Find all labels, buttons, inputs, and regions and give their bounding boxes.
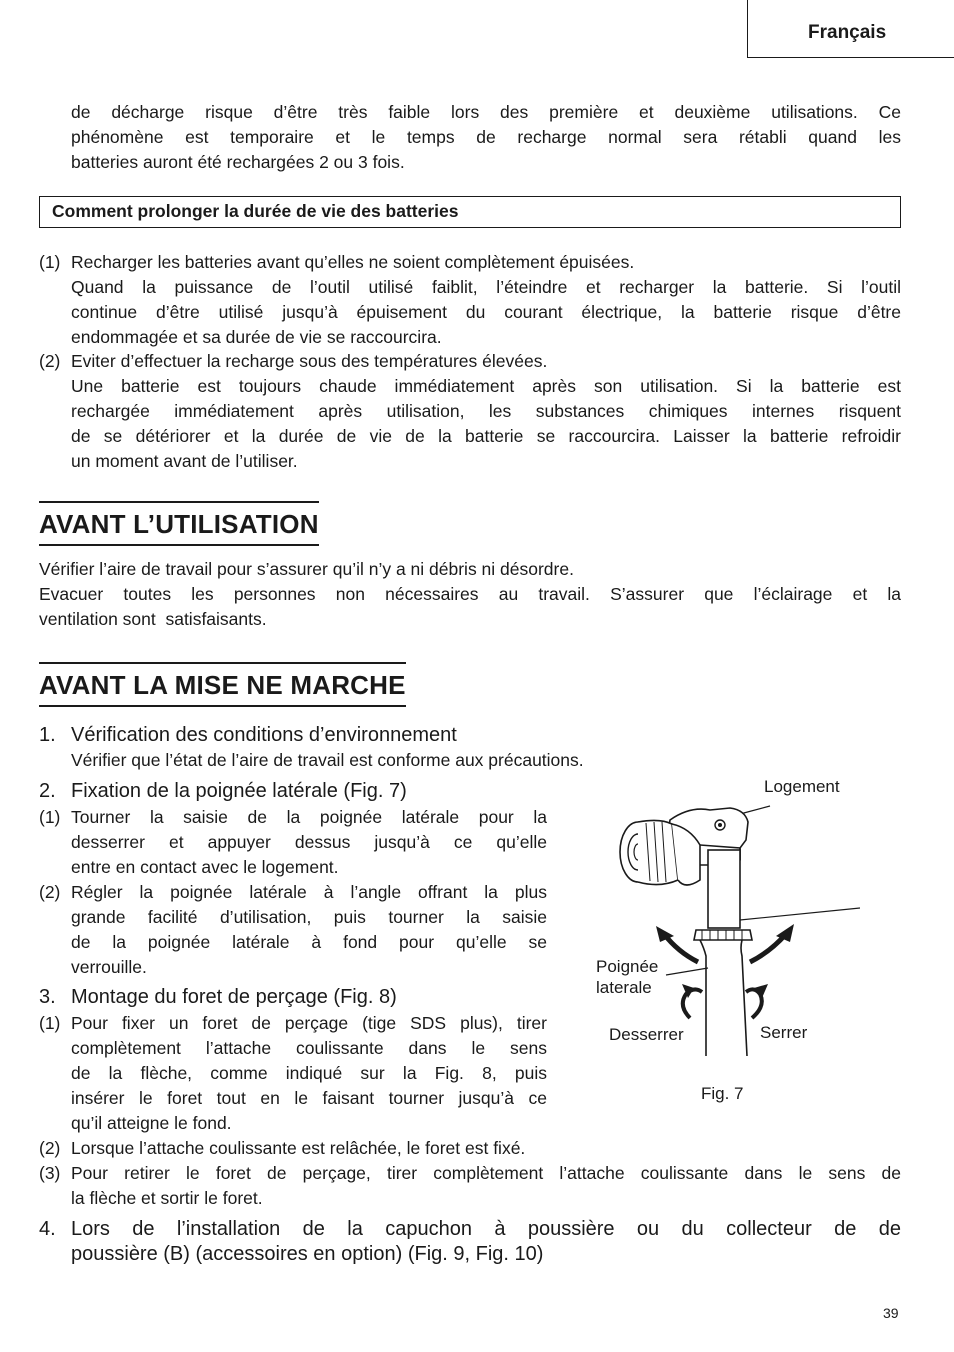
item-number: (3) xyxy=(39,1163,61,1183)
before-start-heading: AVANT LA MISE NE MARCHE xyxy=(39,662,406,707)
item-line: Pour fixer un foret de perçage (tige SDS plus), tirer xyxy=(71,1013,547,1033)
tool-barrel xyxy=(708,850,740,928)
paragraph-line: ventilation sont satisfaisants. xyxy=(39,609,267,629)
item-line: Une batterie est toujours chaude immédiatement après son utilisation. Si la batterie est xyxy=(71,376,901,396)
item-number: (1) xyxy=(39,1013,61,1033)
item-line: Tourner la saisie de la poignée latérale pour la xyxy=(71,807,547,827)
item-line: grande facilité d’utilisation, puis tourner la saisie xyxy=(71,907,547,927)
handle-collar xyxy=(694,930,752,940)
item-line: entre en contact avec le logement. xyxy=(71,857,339,877)
item-line: Lorsque l’attache coulissante est relâchée, le foret est fixé. xyxy=(71,1138,526,1158)
step-line: Lors de l’installation de la capuchon à poussière ou du collecteur de de xyxy=(71,1218,901,1240)
item-line: un moment avant de l’utiliser. xyxy=(71,451,298,471)
paragraph-line: Vérifier l’aire de travail pour s’assurer qu’il n’y a ni débris ni désordre. xyxy=(39,559,574,579)
item-number: (2) xyxy=(39,882,61,902)
item-text xyxy=(71,250,901,350)
item-number: (1) xyxy=(39,807,61,827)
side-handle-label-line: laterale xyxy=(596,978,652,997)
item-number: (1) xyxy=(39,252,61,272)
item-line: complètement l’attache coulissante dans le sens xyxy=(71,1038,547,1058)
item-text xyxy=(71,1011,547,1136)
figure-caption: Fig. 7 xyxy=(701,1084,744,1103)
item-number: (2) xyxy=(39,1138,61,1158)
step-title: Vérification des conditions d’environnement xyxy=(71,724,457,746)
step-line: poussière (B) (accessoires en option) (Fig. 9, Fig. 10) xyxy=(71,1243,544,1265)
side-handle-label-line: Poignée xyxy=(596,957,659,976)
housing-label: Logement xyxy=(764,777,840,796)
item-text xyxy=(71,880,547,980)
battery-section-heading: Comment prolonger la durée de vie des batteries xyxy=(52,201,459,221)
tighten-label: Serrer xyxy=(760,1023,808,1042)
intro-paragraph xyxy=(71,100,901,175)
item-line: Recharger les batteries avant qu’elles ne soient complètement épuisées. xyxy=(71,252,635,272)
battery-section-heading-box xyxy=(39,196,901,228)
intro-line: de décharge risque d’être très faible lors des première et deuxième utilisations. Ce xyxy=(71,102,901,122)
page-number: 39 xyxy=(883,1305,899,1321)
step-1-text: Vérifier que l’état de l’aire de travail est conforme aux précautions. xyxy=(71,750,584,770)
item-line: Eviter d’effectuer la recharge sous des températures élevées. xyxy=(71,351,548,371)
tighten-arrow-top xyxy=(750,934,786,962)
side-handle-label xyxy=(596,956,658,998)
item-line: de la flèche, comme indiqué sur la Fig. 8, puis xyxy=(71,1063,547,1083)
before-use-paragraph xyxy=(39,557,901,632)
loosen-arrow-top xyxy=(664,934,698,962)
item-line: Régler la poignée latérale à l’angle offrant la plus xyxy=(71,882,547,902)
item-text xyxy=(71,1136,901,1161)
item-line: qu’il atteigne le fond. xyxy=(71,1113,232,1133)
housing-leader-line xyxy=(740,806,770,814)
item-number: (2) xyxy=(39,351,61,371)
loosen-arrow-bottom xyxy=(683,989,702,1018)
item-line: rechargée immédiatement après utilisation, les substances chimiques internes risquent xyxy=(71,401,901,421)
loosen-label: Desserrer xyxy=(609,1025,684,1044)
item-line: Pour retirer le foret de perçage, tirer complètement l’attache coulissante dans le sens de xyxy=(71,1163,901,1183)
step-title: Fixation de la poignée latérale (Fig. 7) xyxy=(71,780,407,802)
language-tab xyxy=(747,0,954,58)
before-use-heading: AVANT L’UTILISATION xyxy=(39,501,319,546)
step-number: 4. xyxy=(39,1218,56,1240)
handle-leader-line xyxy=(666,968,708,975)
item-line: de se détériorer et la durée de vie de la batterie se raccourcira. Laisser la batterie refroidir xyxy=(71,426,901,446)
intro-line: phénomène est temporaire et le temps de recharge normal sera rétabli quand les xyxy=(71,127,901,147)
step-title: Montage du foret de perçage (Fig. 8) xyxy=(71,986,397,1008)
paragraph-line: Evacuer toutes les personnes non nécessaires au travail. S’assurer que l’éclairage et la xyxy=(39,584,901,604)
item-line: verrouille. xyxy=(71,957,147,977)
item-line: Quand la puissance de l’outil utilisé faiblit, l’éteindre et recharger la batterie. Si l’outil xyxy=(71,277,901,297)
item-text xyxy=(71,1161,901,1211)
item-line: la flèche et sortir le foret. xyxy=(71,1188,263,1208)
step-text xyxy=(71,1217,901,1267)
item-text xyxy=(71,805,547,880)
intro-line: batteries auront été rechargées 2 ou 3 fois. xyxy=(71,152,405,172)
item-line: de la poignée latérale à fond pour qu’elle se xyxy=(71,932,547,952)
item-line: endommagée et sa durée de vie se raccourcira. xyxy=(71,327,442,347)
step-number: 2. xyxy=(39,780,56,802)
step-number: 3. xyxy=(39,986,56,1008)
side-handle xyxy=(700,940,706,1056)
step-number: 1. xyxy=(39,724,56,746)
item-line: desserrer et appuyer dessus jusqu’à ce qu’elle xyxy=(71,832,547,852)
item-text xyxy=(71,349,901,474)
item-line: continue d’être utilisé jusqu’à épuisement du courant électrique, la batterie risque d’être xyxy=(71,302,901,322)
language-label: Français xyxy=(808,22,887,43)
item-line: insérer le foret tout en le faisant tourner jusqu’à ce xyxy=(71,1088,547,1108)
